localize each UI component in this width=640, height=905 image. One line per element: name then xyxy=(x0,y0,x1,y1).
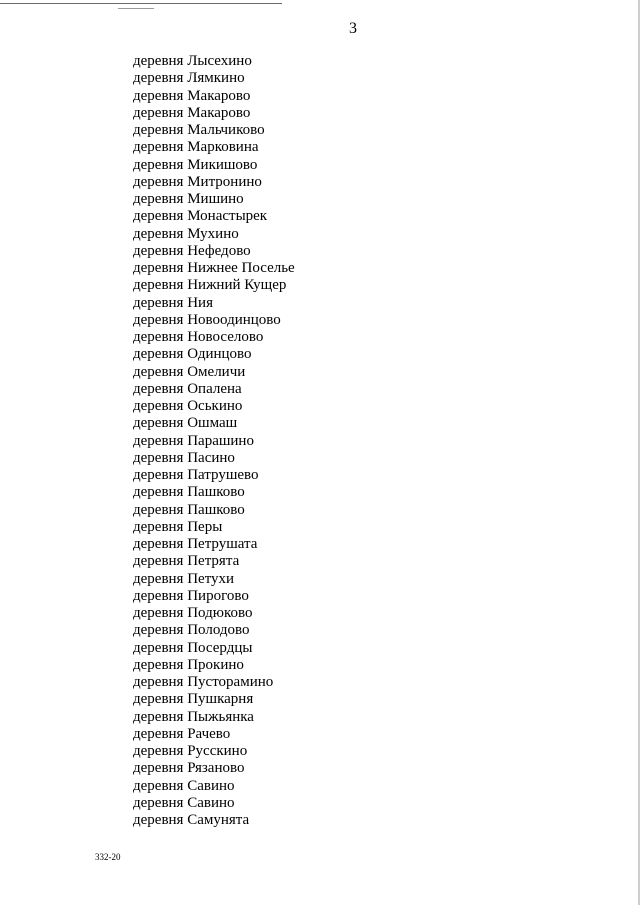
settlement-item: деревня Перы xyxy=(133,518,223,535)
settlement-item: деревня Монастырек xyxy=(133,208,268,225)
page-number: 3 xyxy=(349,20,357,37)
settlement-item: деревня Макарово xyxy=(133,104,251,121)
settlement-item: деревня Одинцово xyxy=(133,346,252,363)
settlement-item: деревня Прокино xyxy=(133,656,244,673)
settlement-item: деревня Парашино xyxy=(133,432,254,449)
settlement-item: деревня Мишино xyxy=(133,191,244,207)
settlement-item: деревня Митронино xyxy=(133,173,262,190)
settlement-item: деревня Пашково xyxy=(133,501,245,518)
settlement-item: деревня Пирогово xyxy=(133,587,249,604)
settlement-item: деревня Пушкарня xyxy=(133,691,254,708)
settlement-item: деревня Нефедово xyxy=(133,242,251,259)
document-code: 332-20 xyxy=(95,852,121,862)
settlement-item: деревня Петрята xyxy=(133,553,240,570)
settlement-item: деревня Лямкино xyxy=(133,70,245,87)
settlement-item: деревня Посердцы xyxy=(133,639,253,656)
settlement-item: деревня Русскино xyxy=(133,743,248,759)
settlement-item: деревня Ния xyxy=(133,294,213,311)
settlement-item: деревня Петрушата xyxy=(133,536,258,552)
settlement-item: деревня Полодово xyxy=(133,622,250,639)
settlement-item: деревня Пашково xyxy=(133,484,245,501)
settlement-item: деревня Новоселово xyxy=(133,329,264,345)
settlement-item: деревня Омеличи xyxy=(133,363,246,380)
settlement-item: деревня Петухи xyxy=(133,570,235,587)
settlement-item: деревня Савино xyxy=(133,777,235,794)
settlement-item: деревня Нижнее Поселье xyxy=(133,260,295,276)
settlement-item: деревня Патрушево xyxy=(133,467,259,483)
settlement-item: деревня Мальчиково xyxy=(133,122,265,138)
settlement-item: деревня Макарово xyxy=(133,87,251,104)
settlement-item: деревня Микишово xyxy=(133,156,258,173)
settlement-item: деревня Мухино xyxy=(133,225,239,242)
settlement-item: деревня Нижний Кущер xyxy=(133,277,287,294)
settlement-item: деревня Опалена xyxy=(133,380,242,397)
settlement-item: деревня Рязаново xyxy=(133,760,245,777)
settlement-item: деревня Подюково xyxy=(133,605,253,621)
settlement-item: деревня Самунята xyxy=(133,812,250,828)
header-rule xyxy=(0,3,282,4)
settlement-item: деревня Ошмаш xyxy=(133,415,238,432)
settlement-item: деревня Оськино xyxy=(133,398,243,414)
settlement-list xyxy=(133,53,295,829)
header-rule-short xyxy=(118,8,154,9)
settlement-item: деревня Пасино xyxy=(133,449,235,466)
settlement-item: деревня Пыжьянка xyxy=(133,708,254,725)
settlement-item: деревня Лысехино xyxy=(133,53,252,69)
settlement-item: деревня Пусторамино xyxy=(133,674,274,690)
settlement-item: деревня Новоодинцово xyxy=(133,311,281,328)
settlement-item: деревня Марковина xyxy=(133,139,259,156)
settlement-item: деревня Савино xyxy=(133,794,235,811)
settlement-item: деревня Рачево xyxy=(133,725,231,742)
